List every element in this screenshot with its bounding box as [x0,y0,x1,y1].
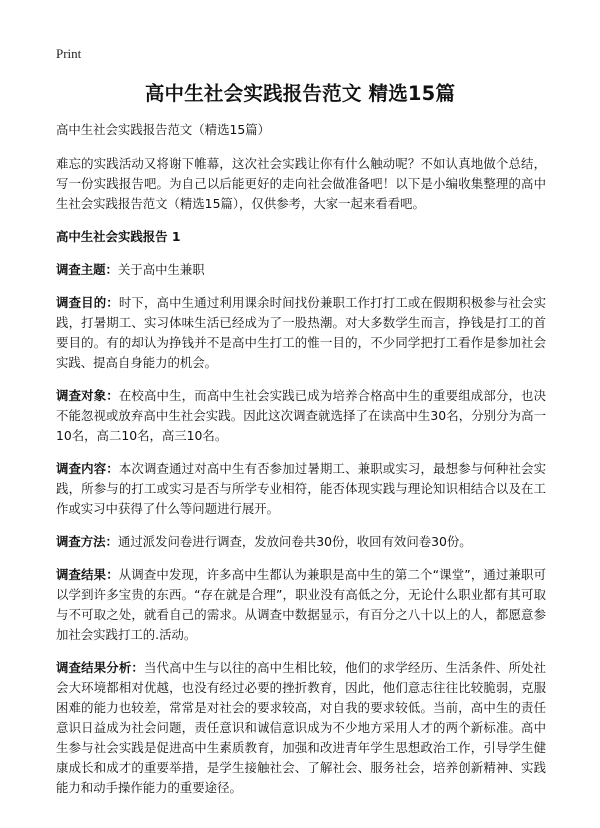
section-heading: 高中生社会实践报告 1 [56,229,181,244]
survey-method-text: 通过派发问卷进行调查，发放问卷共30份，收回有效问卷30份。 [117,534,472,549]
intro-paragraph: 难忘的实践活动又将谢下帷幕，这次社会实践让你有什么触动呢？不如认真地做个总结，写一份实践报告吧。为自己以后能更好的走向社会做准备吧！以下是小编收集整理的高中生社会实践报告范文（精选15篇），仅供参考，大家一起来看看吧。 [56,156,546,211]
survey-subjects-text: 在校高中生，而高中生社会实践已成为培养合格高中生的重要组成部分，也决不能忽视或放弃高中生社会实践。因此这次调查就选择了在读高中生30名，分别分为高一10名，高二10名，高三10名。 [56,388,546,443]
survey-subjects-label: 调查对象： [56,388,119,403]
survey-analysis-label: 调查结果分析： [56,660,144,675]
survey-subjects-paragraph [56,386,546,446]
survey-method-paragraph [56,532,546,552]
survey-content-text: 本次调查通过对高中生有否参加过暑期工、兼职或实习，最想参与何种社会实践，所参与的打工或实习是否与所学专业相符，能否体现实践与理论知识相结合以及在工作或实习中获得了什么等问题进行展开。 [56,461,546,516]
survey-results-text: 从调查中发现，许多高中生都认为兼职是高中生的第二个“课堂”，通过兼职可以学到许多宝贵的东西。“存在就是合理”，职业没有高低之分，无论什么职业都有其可取与不可取之处，就看自己的需求。从调查中数据显示，有百分之八十以上的人，都愿意参加社会实践打工的.活动。 [56,567,546,642]
print-link[interactable]: Print [56,46,82,61]
survey-results-label: 调查结果： [56,567,119,582]
survey-topic-paragraph [56,260,546,280]
survey-purpose-label: 调查目的： [56,295,119,310]
page-title: 高中生社会实践报告范文 精选15篇 [144,82,456,105]
document-body [56,120,546,811]
survey-topic-text: 关于高中生兼职 [117,262,205,277]
survey-results-paragraph [56,565,546,645]
survey-method-label: 调查方法： [56,534,118,549]
survey-purpose-paragraph [56,293,546,373]
survey-analysis-paragraph [56,658,546,798]
survey-analysis-text: 当代高中生与以往的高中生相比较，他们的求学经历、生活条件、所处社会大环境都相对优越，也没有经过必要的挫折教育，因此，他们意志往往比较脆弱，克服困难的能力也较差，常常是对社会的要求较高，对自我的要求较低。当前，高中生的责任意识日益成为社会问题，责任意识和诚信意识成为不少地方采用人才的两个新标准。高中生参与社会实践是促进高中生素质教育，加强和改进青年学生思想政治工作，引导学生健康成长和成才的重要举措，是学生接触社会、了解社会、服务社会，培养创新精神、实践能力和动手操作能力的重要途径。 [56,660,547,795]
survey-topic-label: 调查主题： [56,262,118,277]
survey-content-label: 调查内容： [56,461,119,476]
survey-content-paragraph [56,459,546,519]
survey-purpose-text: 时下，高中生通过利用课余时间找份兼职工作打打工或在假期积极参与社会实践，打暑期工、实习体味生活已经成为了一股热潮。对大多数学生而言，挣钱是打工的首要目的。有的却认为挣钱并不是高中生打工的惟一目的，不少同学把打工看作是参加社会实践、提高自身能力的机会。 [56,295,546,370]
document-subtitle: 高中生社会实践报告范文（精选15篇） [56,122,271,137]
